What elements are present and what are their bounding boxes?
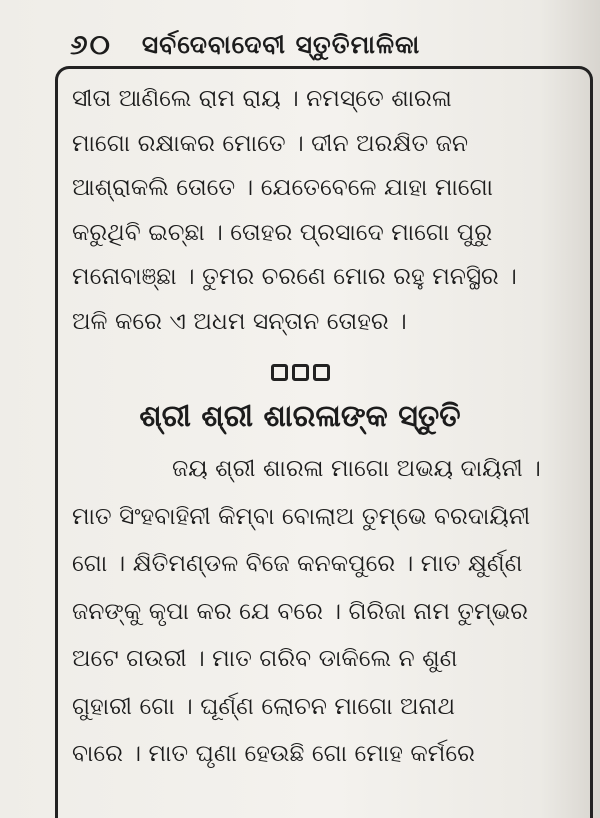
- verse-bottom: [72, 445, 584, 778]
- square-ornament-icon: [292, 364, 309, 381]
- verse-line: ଜୟ ଶ୍ରୀ ଶାରଳା ମାଗୋ ଅଭୟ ଦାୟିନୀ ।: [172, 454, 541, 482]
- verse-line: ସୀତା ଆଣିଲେ ରାମ ରାୟ । ନମସ୍ତେ ଶାରଳା: [72, 84, 452, 112]
- square-ornament-icon: [313, 364, 330, 381]
- page-number: ୬୦: [70, 28, 112, 61]
- page-header: [70, 22, 420, 68]
- verse-line: ମନୋବାଞ୍ଛା । ତୁମର ଚରଣେ ମୋର ରହୁ ମନସ୍ଥିର ।: [72, 262, 517, 290]
- verse-line: ଅଳି କରେ ଏ ଅଧମ ସନ୍ତାନ ତୋହର ।: [72, 306, 407, 335]
- verse-line: କରୁଥିବି ଇଚ୍ଛା । ତୋହର ପ୍ରସାଦେ ମାଗୋ ପୁରୁ: [72, 217, 493, 246]
- verse-line: ମାଗୋ ରକ୍ଷାକର ମୋତେ । ଦୀନ ଅରକ୍ଷିତ ଜନ: [72, 128, 469, 157]
- running-title: ସର୍ବଦେବାଦେବୀ ସ୍ତୁତିମାଳିକା: [141, 30, 421, 59]
- verse-line: ଗୁହାରୀ ଗୋ । ଘୂର୍ଣ୍ଣ ଲୋଚନ ମାଗୋ ଅନାଥ: [72, 691, 456, 720]
- section-title: ଶ୍ରୀ ଶ୍ରୀ ଶାରଳାଙ୍କ ସ୍ତୁତି: [139, 399, 461, 434]
- verse-line: ଅଟେ ଗଉରୀ । ମାତ ଗରିବ ଡାକିଲେ ନ ଶୁଣ: [72, 644, 458, 672]
- verse-line: ଆଶ୍ରାକଲି ତୋତେ । ଯେତେବେଳେ ଯାହା ମାଗୋ: [72, 173, 493, 201]
- verse-line: ମାତ ସିଂହବାହିନୀ କିମ୍ବା ବୋଲାଅ ତୁମ୍ଭେ ବରଦାୟିନୀ: [72, 501, 531, 530]
- verse-line: ବାରେ । ମାତ ଘୃଣା ହେଉଛି ଗୋ ମୋହ କର୍ମରେ: [72, 739, 475, 767]
- section-divider-ornament: [0, 364, 600, 381]
- verse-line: ଜନଙ୍କୁ କୃପା କର ଯେ ବରେ । ଗିରିଜା ନାମ ତୁମ୍ଭର: [72, 596, 529, 625]
- square-ornament-icon: [271, 364, 288, 381]
- verse-top: [72, 76, 584, 343]
- verse-line: ଗୋ । କ୍ଷିତିମଣ୍ଡଳ ବିଜେ କନକପୁରେ । ମାତ କ୍ଷୁର୍ଣ୍ଣ: [72, 549, 523, 577]
